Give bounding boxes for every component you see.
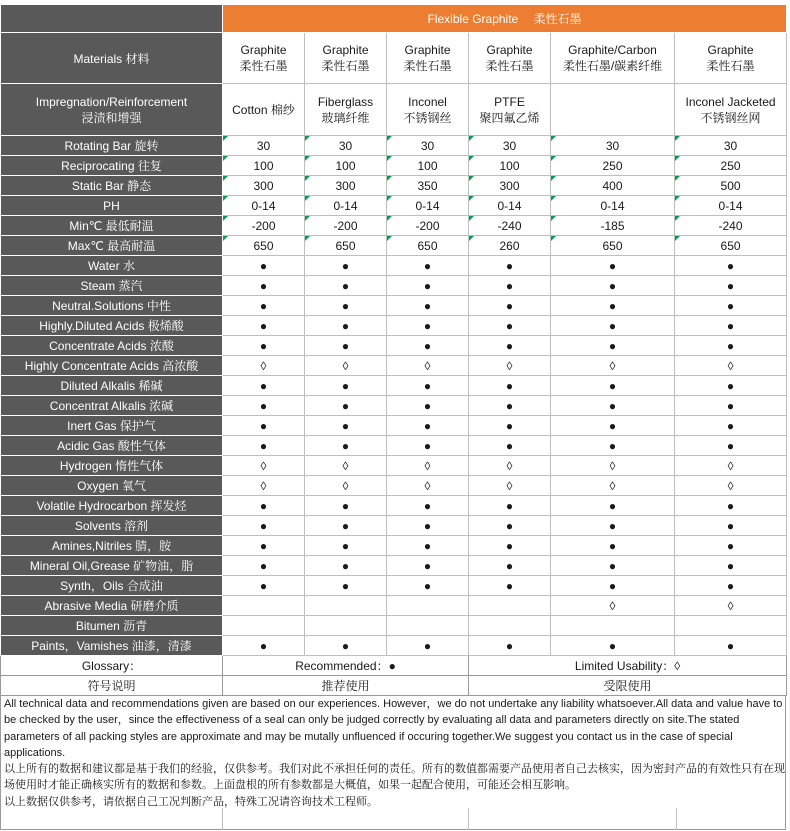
compat-cell bbox=[387, 616, 469, 636]
value-cell: 650 bbox=[551, 236, 675, 256]
row-label: Oxygen 氧气 bbox=[1, 476, 223, 496]
impregnation-cell bbox=[305, 84, 387, 136]
compat-cell: ● bbox=[223, 496, 305, 516]
compat-cell: ● bbox=[469, 636, 551, 656]
compat-cell bbox=[387, 596, 469, 616]
cell-line: Inconel Jacketed bbox=[685, 94, 776, 109]
compat-cell: ● bbox=[675, 576, 787, 596]
compat-cell: ● bbox=[387, 396, 469, 416]
row-label: Neutral.Solutions 中性 bbox=[1, 296, 223, 316]
value-cell: 250 bbox=[675, 156, 787, 176]
compat-cell bbox=[223, 616, 305, 636]
compat-cell: ● bbox=[551, 436, 675, 456]
compat-cell: ● bbox=[675, 496, 787, 516]
compat-cell: ● bbox=[675, 396, 787, 416]
value-cell: 30 bbox=[469, 136, 551, 156]
compat-cell: ◊ bbox=[551, 456, 675, 476]
compat-cell: ● bbox=[551, 396, 675, 416]
value-cell: 30 bbox=[675, 136, 787, 156]
compat-cell: ◊ bbox=[387, 356, 469, 376]
compat-cell: ● bbox=[223, 556, 305, 576]
compat-cell bbox=[551, 616, 675, 636]
value-cell: 100 bbox=[469, 156, 551, 176]
cell-line: 不锈钢丝 bbox=[403, 110, 452, 125]
compat-cell bbox=[469, 616, 551, 636]
value-cell: 300 bbox=[469, 176, 551, 196]
value-cell: -240 bbox=[675, 216, 787, 236]
compat-cell: ● bbox=[305, 256, 387, 276]
compat-cell: ● bbox=[223, 296, 305, 316]
compat-cell bbox=[469, 596, 551, 616]
value-cell: 30 bbox=[305, 136, 387, 156]
cell-line: Graphite/Carbon bbox=[568, 43, 657, 57]
row-label: Abrasive Media 研磨介质 bbox=[1, 596, 223, 616]
compat-cell: ● bbox=[551, 336, 675, 356]
footer-divider bbox=[676, 808, 677, 830]
cell-line: 柔性石墨 bbox=[485, 59, 534, 73]
cell-line: 柔性石墨 bbox=[321, 59, 370, 73]
row-label: Hydrogen 惰性气体 bbox=[1, 456, 223, 476]
value-cell: 300 bbox=[223, 176, 305, 196]
compat-cell: ● bbox=[551, 516, 675, 536]
compat-cell: ● bbox=[675, 516, 787, 536]
cell-line: Graphite bbox=[240, 43, 287, 57]
compat-cell: ● bbox=[675, 256, 787, 276]
compat-cell: ● bbox=[387, 436, 469, 456]
compat-cell: ● bbox=[551, 316, 675, 336]
row-label: Min℃ 最低耐温 bbox=[1, 216, 223, 236]
compat-cell: ◊ bbox=[387, 476, 469, 496]
compat-cell: ● bbox=[675, 336, 787, 356]
compat-cell: ● bbox=[469, 496, 551, 516]
compat-cell: ● bbox=[305, 396, 387, 416]
compat-cell: ● bbox=[305, 536, 387, 556]
glossary-recommended-cn: 推荐使用 bbox=[223, 676, 469, 696]
row-label-impregnation bbox=[1, 84, 223, 136]
compat-cell: ● bbox=[675, 316, 787, 336]
compat-cell: ● bbox=[469, 416, 551, 436]
cell-line: 浸渍和增强 bbox=[81, 110, 142, 125]
compat-cell: ◊ bbox=[305, 476, 387, 496]
cell-line: Graphite bbox=[404, 43, 451, 57]
compat-cell: ● bbox=[469, 576, 551, 596]
compat-cell: ◊ bbox=[675, 456, 787, 476]
compat-cell: ● bbox=[675, 436, 787, 456]
compat-cell bbox=[305, 596, 387, 616]
value-cell: 500 bbox=[675, 176, 787, 196]
value-cell: 350 bbox=[387, 176, 469, 196]
compat-cell: ● bbox=[551, 276, 675, 296]
compat-cell: ◊ bbox=[223, 476, 305, 496]
cell-line: Impregnation/Reinforcement bbox=[35, 94, 188, 109]
compat-cell: ● bbox=[675, 296, 787, 316]
compat-cell: ● bbox=[675, 536, 787, 556]
compat-cell: ● bbox=[305, 316, 387, 336]
row-label: Rotating Bar 旋转 bbox=[1, 136, 223, 156]
compat-cell: ◊ bbox=[305, 356, 387, 376]
compat-cell: ● bbox=[469, 276, 551, 296]
row-label: Concentrat Alkalis 浓碱 bbox=[1, 396, 223, 416]
value-cell: 650 bbox=[675, 236, 787, 256]
compatibility-table bbox=[0, 4, 787, 696]
compat-cell: ● bbox=[469, 316, 551, 336]
value-cell: 0-14 bbox=[387, 196, 469, 216]
note-chinese-short: 以上数据仅供参考，请依据自己工况判断产品，特殊工况请咨询技术工程师。 bbox=[4, 795, 378, 808]
value-cell: 100 bbox=[305, 156, 387, 176]
compat-cell: ● bbox=[387, 416, 469, 436]
cell-line: 柔性石墨 bbox=[403, 59, 452, 73]
row-label-materials: Materials 材料 bbox=[1, 33, 223, 84]
compat-cell: ● bbox=[387, 576, 469, 596]
row-label: Diluted Alkalis 稀碱 bbox=[1, 376, 223, 396]
compat-cell: ● bbox=[675, 276, 787, 296]
compat-cell bbox=[675, 616, 787, 636]
compat-cell: ● bbox=[551, 496, 675, 516]
row-label: Reciprocating 往复 bbox=[1, 156, 223, 176]
impregnation-cell bbox=[675, 84, 787, 136]
compat-cell: ● bbox=[675, 636, 787, 656]
compat-cell: ● bbox=[305, 276, 387, 296]
material-cell bbox=[675, 33, 787, 84]
glossary-limited: Limited Usability：◊ bbox=[469, 656, 787, 676]
compat-cell: ◊ bbox=[469, 356, 551, 376]
compat-cell: ● bbox=[675, 556, 787, 576]
value-cell: 650 bbox=[305, 236, 387, 256]
row-label: Steam 蒸汽 bbox=[1, 276, 223, 296]
value-cell: 650 bbox=[223, 236, 305, 256]
row-label: Acidic Gas 酸性气体 bbox=[1, 436, 223, 456]
compat-cell: ● bbox=[469, 396, 551, 416]
glossary-limited-cn: 受限使用 bbox=[469, 676, 787, 696]
header-title: Flexible Graphite 柔性石墨 bbox=[223, 5, 787, 33]
value-cell: 30 bbox=[551, 136, 675, 156]
compat-cell: ● bbox=[305, 636, 387, 656]
row-label: Solvents 溶剂 bbox=[1, 516, 223, 536]
compat-cell: ● bbox=[223, 336, 305, 356]
row-label: Concentrate Acids 浓酸 bbox=[1, 336, 223, 356]
compat-cell: ● bbox=[387, 536, 469, 556]
glossary-label-cn: 符号说明 bbox=[1, 676, 223, 696]
material-cell bbox=[223, 33, 305, 84]
compat-cell: ● bbox=[223, 636, 305, 656]
compat-cell: ● bbox=[551, 536, 675, 556]
row-label: Static Bar 静态 bbox=[1, 176, 223, 196]
row-label: Synth，Oils 合成油 bbox=[1, 576, 223, 596]
value-cell: -200 bbox=[305, 216, 387, 236]
compat-cell: ◊ bbox=[551, 356, 675, 376]
value-cell: 30 bbox=[223, 136, 305, 156]
compat-cell: ● bbox=[387, 636, 469, 656]
compat-cell: ● bbox=[223, 316, 305, 336]
compat-cell: ● bbox=[387, 336, 469, 356]
row-label: Mineral Oil,Grease 矿物油，脂 bbox=[1, 556, 223, 576]
compat-cell: ● bbox=[551, 416, 675, 436]
compat-cell: ● bbox=[469, 556, 551, 576]
compat-cell: ● bbox=[469, 436, 551, 456]
compat-cell: ● bbox=[223, 536, 305, 556]
compat-cell: ● bbox=[305, 376, 387, 396]
impregnation-cell bbox=[551, 84, 675, 136]
compat-cell: ● bbox=[223, 516, 305, 536]
compat-cell bbox=[223, 596, 305, 616]
row-label: PH bbox=[1, 196, 223, 216]
compat-cell: ● bbox=[223, 416, 305, 436]
compat-cell: ● bbox=[551, 576, 675, 596]
cell-line: 柔性石墨/碳素纤维 bbox=[562, 59, 663, 73]
compat-cell: ● bbox=[305, 336, 387, 356]
compat-cell: ● bbox=[305, 416, 387, 436]
compat-cell: ● bbox=[387, 316, 469, 336]
value-cell: 650 bbox=[387, 236, 469, 256]
compat-cell: ● bbox=[675, 416, 787, 436]
value-cell: 250 bbox=[551, 156, 675, 176]
compat-cell: ◊ bbox=[305, 456, 387, 476]
cell-line: Inconel bbox=[408, 94, 447, 109]
compat-cell: ● bbox=[223, 276, 305, 296]
compat-cell: ◊ bbox=[675, 596, 787, 616]
cell-line: Graphite bbox=[322, 43, 369, 57]
compat-cell: ● bbox=[305, 576, 387, 596]
value-cell: 300 bbox=[305, 176, 387, 196]
row-label: Inert Gas 保护气 bbox=[1, 416, 223, 436]
cell-line: PTFE bbox=[494, 94, 525, 109]
footer-divider bbox=[468, 808, 469, 830]
compat-cell: ● bbox=[387, 556, 469, 576]
row-label: Volatile Hydrocarbon 挥发烃 bbox=[1, 496, 223, 516]
compat-cell: ● bbox=[387, 296, 469, 316]
compat-cell: ◊ bbox=[675, 476, 787, 496]
cell-line: 柔性石墨 bbox=[239, 59, 288, 73]
compat-cell: ◊ bbox=[551, 476, 675, 496]
header-corner bbox=[1, 5, 223, 33]
footer-divider bbox=[222, 808, 223, 830]
compat-cell: ● bbox=[469, 336, 551, 356]
value-cell: 100 bbox=[387, 156, 469, 176]
compat-cell: ● bbox=[387, 256, 469, 276]
material-cell bbox=[387, 33, 469, 84]
cell-line: 聚四氟乙烯 bbox=[479, 110, 540, 125]
note-english: All technical data and recommendations given are based on our experiences. However，we do not undertake any liability whatsoever.All data and value have to be checked by the user，since the effectiveness of a seal can only be judged correctly by evaluating all data and parameters directly on site.The stated parameters of all packing styles are approximate and may be mutally unfluenced if occuring together.We suggest you contact us in the case of special applications. bbox=[4, 698, 783, 759]
row-label: Water 水 bbox=[1, 256, 223, 276]
compat-cell: ● bbox=[387, 496, 469, 516]
value-cell: 100 bbox=[223, 156, 305, 176]
value-cell: -185 bbox=[551, 216, 675, 236]
compat-cell: ● bbox=[387, 516, 469, 536]
compat-cell: ● bbox=[305, 496, 387, 516]
compat-cell: ● bbox=[551, 296, 675, 316]
compat-cell: ● bbox=[223, 576, 305, 596]
compat-cell: ● bbox=[305, 516, 387, 536]
compat-cell: ● bbox=[469, 256, 551, 276]
value-cell: 0-14 bbox=[551, 196, 675, 216]
cell-line: 不锈钢丝网 bbox=[700, 110, 761, 125]
compat-cell: ● bbox=[223, 376, 305, 396]
impregnation-cell bbox=[469, 84, 551, 136]
row-label: Max℃ 最高耐温 bbox=[1, 236, 223, 256]
material-cell bbox=[305, 33, 387, 84]
compat-cell: ● bbox=[551, 636, 675, 656]
value-cell: -200 bbox=[387, 216, 469, 236]
compat-cell: ◊ bbox=[387, 456, 469, 476]
row-label: Amines,Nitriles 腈，胺 bbox=[1, 536, 223, 556]
compat-cell: ● bbox=[223, 396, 305, 416]
glossary-label: Glossary： bbox=[1, 656, 223, 676]
material-cell bbox=[469, 33, 551, 84]
compat-cell: ◊ bbox=[223, 356, 305, 376]
compat-cell: ● bbox=[469, 516, 551, 536]
compat-cell: ◊ bbox=[675, 356, 787, 376]
compat-cell: ● bbox=[551, 256, 675, 276]
compat-cell: ● bbox=[387, 276, 469, 296]
value-cell: 0-14 bbox=[223, 196, 305, 216]
compat-cell: ● bbox=[305, 296, 387, 316]
value-cell: 260 bbox=[469, 236, 551, 256]
impregnation-cell bbox=[387, 84, 469, 136]
compat-cell: ● bbox=[305, 436, 387, 456]
compat-cell: ◊ bbox=[469, 456, 551, 476]
cell-line: Graphite bbox=[486, 43, 533, 57]
impregnation-cell bbox=[223, 84, 305, 136]
compat-cell bbox=[305, 616, 387, 636]
compat-cell: ● bbox=[223, 436, 305, 456]
compat-cell: ● bbox=[469, 296, 551, 316]
cell-line: 玻璃纤维 bbox=[321, 110, 370, 125]
compat-cell: ● bbox=[469, 376, 551, 396]
row-label: Bitumen 沥青 bbox=[1, 616, 223, 636]
value-cell: -200 bbox=[223, 216, 305, 236]
compat-cell: ● bbox=[223, 256, 305, 276]
material-cell bbox=[551, 33, 675, 84]
value-cell: 0-14 bbox=[469, 196, 551, 216]
compat-cell: ● bbox=[305, 556, 387, 576]
row-label: Highly.Diluted Acids 极烯酸 bbox=[1, 316, 223, 336]
cell-line: Fiberglass bbox=[317, 94, 374, 109]
value-cell: 400 bbox=[551, 176, 675, 196]
cell-line: 柔性石墨 bbox=[706, 59, 755, 73]
cell-line: Cotton 棉纱 bbox=[232, 102, 295, 117]
glossary-recommended: Recommended：● bbox=[223, 656, 469, 676]
cell-line: Graphite bbox=[707, 43, 754, 57]
value-cell: 0-14 bbox=[675, 196, 787, 216]
note-chinese: 以上所有的数据和建议都是基于我们的经验，仅供参考。我们对此不承担任何的责任。所有的数值都需要产品使用者自己去核实，因为密封产品的有效性只有在现场使用时才能正确核实所有的数据和参数。上面盘根的所有参数都是大概值，如果一起配合使用，可能还会相互影响。 bbox=[4, 763, 785, 792]
compat-cell: ● bbox=[675, 376, 787, 396]
row-label: Paints，Vamishes 油漆，清漆 bbox=[1, 636, 223, 656]
compat-cell: ◊ bbox=[469, 476, 551, 496]
compat-cell: ● bbox=[469, 536, 551, 556]
compat-cell: ● bbox=[551, 376, 675, 396]
compat-cell: ◊ bbox=[223, 456, 305, 476]
value-cell: -240 bbox=[469, 216, 551, 236]
value-cell: 0-14 bbox=[305, 196, 387, 216]
compat-cell: ● bbox=[387, 376, 469, 396]
compat-cell: ● bbox=[551, 556, 675, 576]
value-cell: 30 bbox=[387, 136, 469, 156]
row-label: Highly Concentrate Acids 高浓酸 bbox=[1, 356, 223, 376]
disclaimer-notes bbox=[0, 696, 786, 830]
compat-cell: ◊ bbox=[551, 596, 675, 616]
